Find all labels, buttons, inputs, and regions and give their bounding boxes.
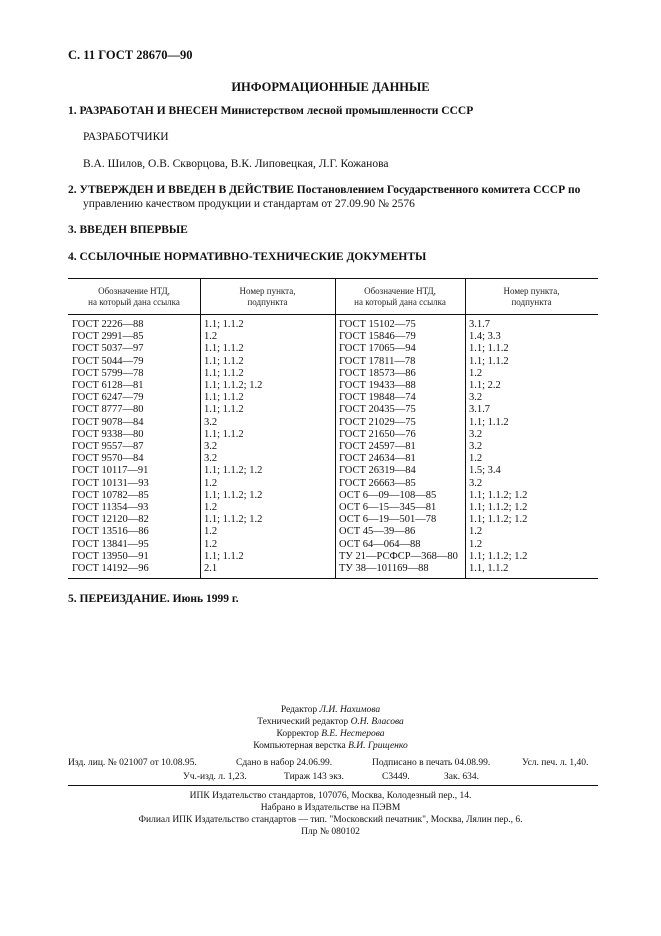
reference-table [68, 278, 598, 579]
order-number: Зак. 634. [444, 772, 479, 782]
column-divider [200, 279, 201, 579]
clause-number-left: 1.1; 1.1.2; 1.2 [204, 465, 263, 477]
clause-number-left: 2.1 [204, 563, 218, 574]
col-header-3 [335, 286, 465, 308]
item-2-text-line2: управлению качеством продукции и стандартам от 27.09.90 № 2576 [83, 198, 415, 210]
clause-number-right: 1.1; 2.2 [469, 380, 501, 391]
ntd-designation-left: ГОСТ 5037—97 [72, 343, 144, 355]
tech-editor-name: О.Н. Власова [350, 717, 404, 727]
item-1-label: РАЗРАБОТАН И ВНЕСЕН [79, 105, 218, 117]
clause-number-right: 3.1.7 [469, 319, 490, 330]
ntd-designation-right: ГОСТ 15846—79 [339, 331, 416, 343]
ntd-designation-right: ГОСТ 26663—85 [339, 477, 416, 489]
print-sheets: Усл. печ. л. 1,40. [522, 758, 589, 768]
ntd-designation-left: ГОСТ 2991—85 [72, 331, 144, 343]
clause-number-left: 1.1; 1.1.2; 1.2 [204, 514, 263, 526]
clause-number-right: 3.2 [469, 477, 483, 489]
clause-number-left: 1.1; 1.1.2 [204, 319, 244, 330]
clause-number-right: 3.1.7 [469, 404, 490, 416]
clause-number-left: 1.1; 1.1.2 [204, 404, 244, 416]
ntd-designation-left: ГОСТ 8777—80 [72, 404, 144, 416]
ntd-designation-right: ТУ 21—РСФСР—368—80 [339, 550, 458, 562]
clause-number-right: 1.1; 1.1.2; 1.2 [469, 489, 528, 501]
clause-number-right: 1.1; 1.1.2 [469, 343, 509, 355]
item-4-number: 4. [68, 251, 77, 263]
ntd-designation-left: ГОСТ 9570—84 [72, 453, 144, 465]
clause-number-left: 3.2 [204, 453, 218, 465]
ntd-designation-right: ГОСТ 21650—76 [339, 428, 416, 440]
table-body [68, 315, 598, 578]
ntd-designation-right: ОСТ 6—15—345—81 [339, 502, 437, 513]
item-2-number: 2. [68, 184, 77, 196]
ntd-designation-right: ГОСТ 26319—84 [339, 465, 416, 477]
c-code: С3449. [382, 772, 410, 782]
clause-number-right: 3.2 [469, 392, 483, 404]
col-header-4-line2: подпункта [511, 297, 552, 307]
item-3-label: ВВЕДЕН ВПЕРВЫЕ [79, 224, 188, 236]
clause-number-left: 1.1; 1.1.2 [204, 392, 244, 404]
clause-number-right: 1.1; 1.1.2; 1.2 [469, 502, 528, 513]
clause-number-left: 1.1; 1.1.2; 1.2 [204, 380, 263, 391]
item-2-text: Постановлением Государственного комитета СССР по [296, 184, 581, 196]
item-4-label: ССЫЛОЧНЫЕ НОРМАТИВНО-ТЕХНИЧЕСКИЕ ДОКУМЕНТЫ [79, 251, 427, 263]
press-line-4: Плр № 080102 [301, 827, 360, 837]
ntd-designation-left: ГОСТ 6247—79 [72, 392, 144, 404]
ntd-designation-left: ГОСТ 12120—82 [72, 514, 149, 526]
ntd-designation-left: ГОСТ 2226—88 [72, 319, 144, 330]
ntd-designation-right: ГОСТ 18573—86 [339, 367, 416, 379]
ntd-designation-left: ГОСТ 10782—85 [72, 489, 149, 501]
ntd-designation-right: ОСТ 45—39—86 [339, 526, 416, 538]
column-divider-center [335, 279, 336, 579]
item-1 [68, 104, 473, 118]
layout-name: В.И. Грищенко [348, 741, 408, 751]
item-1-number: 1. [68, 105, 77, 117]
ntd-designation-right: ТУ 38—101169—88 [339, 563, 429, 574]
table-header [68, 279, 598, 315]
clause-number-left: 1.1; 1.1.2 [204, 367, 244, 379]
layout-role: Компьютерная верстка [253, 741, 346, 751]
editor-name: Л.И. Нахимова [319, 705, 381, 715]
col-header-2-line1: Номер пункта, [239, 286, 296, 296]
ntd-designation-right: ОСТ 6—19—501—78 [339, 514, 437, 526]
clause-number-left: 1.2 [204, 538, 218, 550]
col-header-4 [465, 286, 598, 308]
press-line-1: ИПК Издательство стандартов, 107076, Москва, Колодезный пер., 14. [189, 791, 472, 801]
ntd-designation-right: ГОСТ 17065—94 [339, 343, 416, 355]
ntd-designation-left: ГОСТ 13950—91 [72, 550, 149, 562]
license-info: Изд. лиц. № 021007 от 10.08.95. [68, 758, 197, 768]
ntd-designation-right: ГОСТ 19433—88 [339, 380, 416, 391]
ntd-designation-left: ГОСТ 9557—87 [72, 441, 144, 452]
ntd-designation-right: ОСТ 6—09—108—85 [339, 489, 437, 501]
clause-number-left: 1.1; 1.1.2 [204, 355, 244, 367]
clause-number-left: 1.1; 1.1.2 [204, 428, 244, 440]
corrector-role: Корректор [276, 729, 319, 739]
clause-number-left: 3.2 [204, 416, 218, 428]
item-2-label: УТВЕРЖДЕН И ВВЕДЕН В ДЕЙСТВИЕ [79, 184, 294, 196]
editor-role: Редактор [280, 705, 318, 715]
column-divider [465, 279, 466, 579]
ntd-designation-left: ГОСТ 5044—79 [72, 355, 144, 367]
clause-number-right: 1.1, 1.1.2 [469, 563, 509, 574]
ntd-designation-right: ГОСТ 21029—75 [339, 416, 416, 428]
item-5-label: ПЕРЕИЗДАНИЕ. Июнь 1999 г. [79, 593, 239, 605]
publisher-sheets: Уч.-изд. л. 1,23. [183, 772, 247, 782]
ntd-designation-left: ГОСТ 13841—95 [72, 538, 149, 550]
table-row [68, 562, 598, 576]
ntd-designation-right: ГОСТ 24597—81 [339, 441, 416, 452]
col-header-1 [68, 286, 200, 308]
page-header: С. 11 ГОСТ 28670—90 [68, 48, 193, 62]
ntd-designation-left: ГОСТ 13516—86 [72, 526, 149, 538]
clause-number-right: 3.2 [469, 441, 483, 452]
item-5 [68, 592, 239, 606]
ntd-designation-left: ГОСТ 5799—78 [72, 367, 144, 379]
sent-to-typesetting: Сдано в набор 24.06.99. [236, 758, 333, 768]
clause-number-right: 1.5; 3.4 [469, 465, 501, 477]
imprint-tech-editor [0, 716, 661, 728]
tech-editor-role: Технический редактор [257, 717, 349, 727]
clause-number-right: 1.2 [469, 526, 483, 538]
col-header-3-line1: Обозначение НТД, [364, 286, 436, 296]
clause-number-left: 1.2 [204, 331, 218, 343]
ntd-designation-left: ГОСТ 14192—96 [72, 563, 149, 574]
clause-number-right: 1.1; 1.1.2 [469, 416, 509, 428]
clause-number-right: 1.2 [469, 367, 483, 379]
clause-number-right: 1.1; 1.1.2; 1.2 [469, 550, 528, 562]
col-header-2 [200, 286, 335, 308]
clause-number-left: 1.2 [204, 526, 218, 538]
clause-number-left: 3.2 [204, 441, 218, 452]
clause-number-left: 1.2 [204, 502, 218, 513]
clause-number-right: 1.4; 3.3 [469, 331, 501, 343]
press-line-2: Набрано в Издательстве на ПЭВМ [260, 803, 401, 813]
ntd-designation-right: ГОСТ 17811—78 [339, 355, 416, 367]
clause-number-right: 1.2 [469, 538, 483, 550]
ntd-designation-right: ГОСТ 24634—81 [339, 453, 416, 465]
imprint-editor [0, 704, 661, 716]
clause-number-left: 1.1; 1.1.2 [204, 550, 244, 562]
clause-number-right: 3.2 [469, 428, 483, 440]
ntd-designation-left: ГОСТ 6128—81 [72, 380, 144, 391]
ntd-designation-left: ГОСТ 11354—93 [72, 502, 149, 513]
clause-number-left: 1.1; 1.1.2; 1.2 [204, 489, 263, 501]
clause-number-left: 1.2 [204, 477, 218, 489]
col-header-1-line2: на который дана ссылка [88, 297, 180, 307]
item-3 [68, 223, 188, 237]
col-header-4-line1: Номер пункта, [503, 286, 560, 296]
ntd-designation-left: ГОСТ 10131—93 [72, 477, 149, 489]
print-run: Тираж 143 экз. [284, 772, 344, 782]
footer-divider [68, 785, 598, 786]
item-2 [68, 183, 580, 197]
ntd-designation-right: ГОСТ 19848—74 [339, 392, 416, 404]
item-4 [68, 250, 426, 264]
imprint-layout [0, 740, 661, 752]
ntd-designation-right: ГОСТ 20435—75 [339, 404, 416, 416]
signed-for-print: Подписано в печать 04.08.99. [372, 758, 491, 768]
press-line-3: Филиал ИПК Издательство стандартов — тип. "Московский печатник", Москва, Лялин пер., 6. [138, 815, 523, 825]
ntd-designation-right: ОСТ 64—064—88 [339, 538, 421, 550]
clause-number-right: 1.1; 1.1.2 [469, 355, 509, 367]
col-header-2-line2: подпункта [247, 297, 288, 307]
clause-number-right: 1.2 [469, 453, 483, 465]
col-header-1-line1: Обозначение НТД, [98, 286, 170, 296]
ntd-designation-left: ГОСТ 10117—91 [72, 465, 149, 477]
clause-number-right: 1.1; 1.1.2; 1.2 [469, 514, 528, 526]
col-header-3-line2: на который дана ссылка [354, 297, 446, 307]
ntd-designation-left: ГОСТ 9338—80 [72, 428, 144, 440]
developers-names: В.А. Шилов, О.В. Скворцова, В.К. Липовецкая, Л.Г. Кожанова [83, 158, 389, 170]
ntd-designation-left: ГОСТ 9078—84 [72, 416, 144, 428]
ntd-designation-right: ГОСТ 15102—75 [339, 319, 416, 330]
clause-number-left: 1.1; 1.1.2 [204, 343, 244, 355]
corrector-name: В.Е. Нестерова [321, 729, 385, 739]
section-title: ИНФОРМАЦИОННЫЕ ДАННЫЕ [231, 80, 430, 94]
item-3-number: 3. [68, 224, 77, 236]
item-5-number: 5. [68, 593, 77, 605]
item-1-text: Министерством лесной промышленности СССР [220, 105, 474, 117]
developers-label: РАЗРАБОТЧИКИ [83, 131, 169, 143]
imprint-corrector [0, 728, 661, 740]
